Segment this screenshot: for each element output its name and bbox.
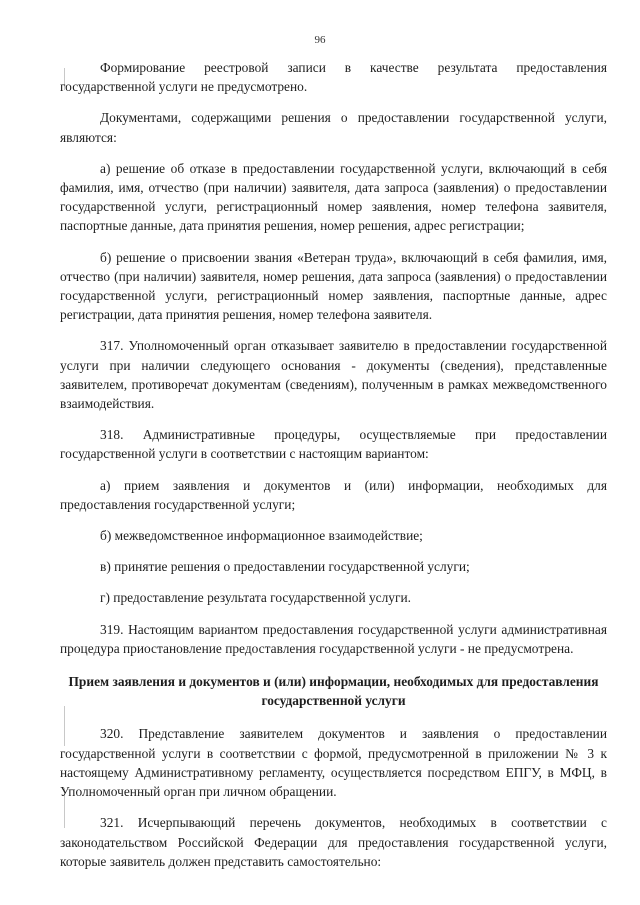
paragraph: б) межведомственное информационное взаимодействие;	[100, 528, 423, 544]
document-body	[60, 58, 607, 883]
paragraph: а) прием заявления и документов и (или) информации, необходимых для предоставления государственной услуги;	[60, 477, 607, 512]
section-heading: Прием заявления и документов и (или) информации, необходимых для предоставления государственной услуги	[68, 674, 599, 709]
paragraph: 321. Исчерпывающий перечень документов, необходимых в соответствии с законодательством Российской Федерации для предоставления государственной услуги, которые заявитель должен представить самостоятельно:	[60, 815, 607, 869]
paragraph: Документами, содержащими решения о предоставлении государственной услуги, являются:	[60, 110, 607, 145]
paragraph: 319. Настоящим вариантом предоставления государственной услуги административная процедура приостановление предоставления государственной услуги - не предусмотрена.	[60, 621, 607, 656]
paragraph: 317. Уполномоченный орган отказывает заявителю в предоставлении государственной услуги при наличии следующего основания - документы (сведения), представленные заявителем, противоречат документам (сведениям), полученным в рамках межведомственного взаимодействия.	[60, 338, 607, 412]
paragraph: 318. Административные процедуры, осуществляемые при предоставлении государственной услуги в соответствии с настоящим вариантом:	[60, 427, 607, 462]
paragraph: Формирование реестровой записи в качестве результата предоставления государственной услуги не предусмотрено.	[60, 60, 607, 95]
paragraph: 320. Представление заявителем документов и заявления о предоставлении государственной услуги в соответствии с формой, предусмотренной в приложении № 3 к настоящему Административному регламенту, осуществляется посредством ЕПГУ, в МФЦ, в Уполномоченный орган при личном обращении.	[60, 726, 607, 800]
paragraph: в) принятие решения о предоставлении государственной услуги;	[100, 559, 470, 575]
page-number: 96	[314, 34, 326, 46]
paragraph: б) решение о присвоении звания «Ветеран труда», включающий в себя фамилия, имя, отчество (при наличии) заявителя, номер решения, дата запроса (заявления) о предоставлении государственной услуги, регистрационный номер заявления, паспортные данные, адрес регистрации, дата принятия решения, номер телефона заявителя.	[60, 249, 607, 323]
paragraph: г) предоставление результата государственной услуги.	[100, 590, 411, 606]
paragraph: а) решение об отказе в предоставлении государственной услуги, включающий в себя фамилия, имя, отчество (при наличии) заявителя, дата запроса (заявления) о предоставлении государственной услуги, регистрационный номер заявления, номер телефона заявителя, паспортные данные, дата принятия решения, номер решения, адрес регистрации;	[60, 160, 607, 234]
